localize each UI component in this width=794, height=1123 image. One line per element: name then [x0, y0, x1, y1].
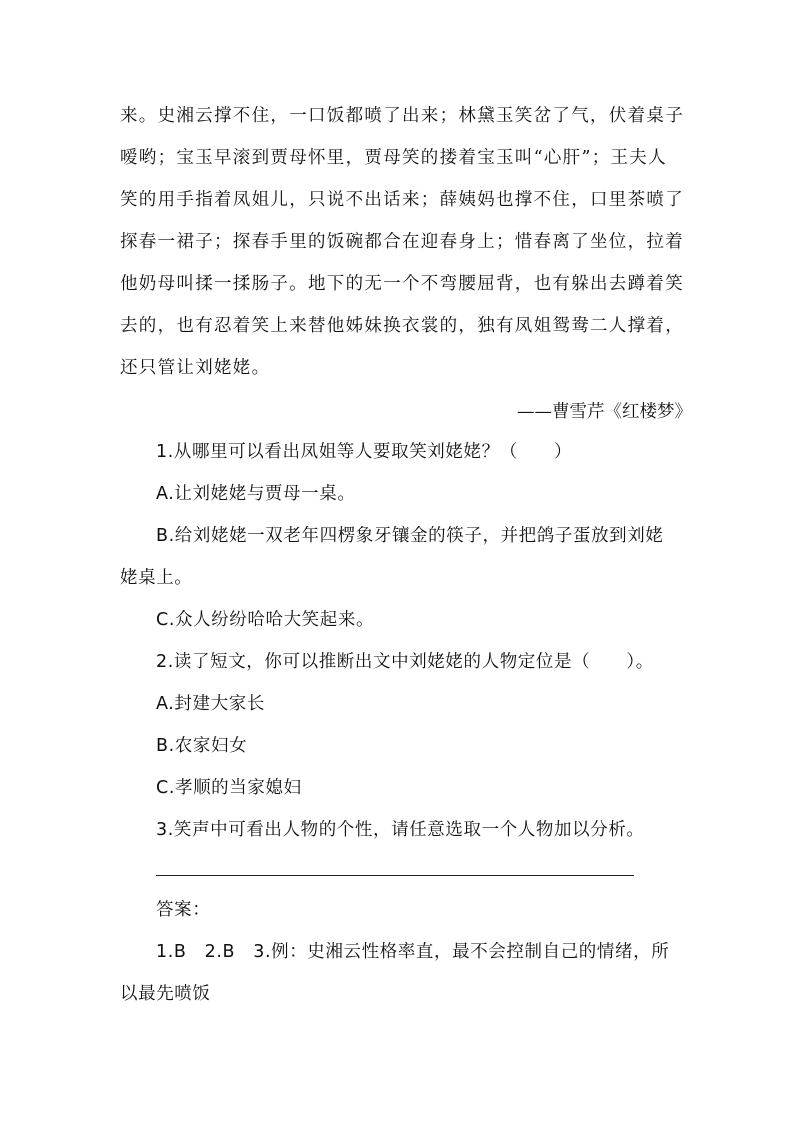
answer-heading: 答案：: [156, 900, 211, 920]
option-c: C.孝顺的当家媳妇: [156, 778, 302, 798]
option-b: B.农家妇女: [156, 736, 248, 756]
passage-line: 嗳哟；宝玉早滚到贾母怀里，贾母笑的搂着宝玉叫“心肝”；王夫人: [120, 148, 667, 168]
passage-source: ——曹雪芹《红楼梦》: [517, 402, 692, 422]
answer-line: [156, 875, 634, 876]
option-a: A.让刘姥姥与贾母一桌。: [156, 484, 356, 504]
option-a: A.封建大家长: [156, 694, 265, 714]
question-stem: 3.笑声中可看出人物的个性，请任意选取一个人物加以分析。: [156, 820, 645, 840]
passage-line: 笑的用手指着凤姐儿，只说不出话来；薛姨妈也撑不住，口里茶喷了: [120, 190, 684, 210]
option-b: B.给刘姥姥一双老年四楞象牙镶金的筷子，并把鸽子蛋放到刘姥: [156, 526, 664, 546]
question-stem: 2.读了短文，你可以推断出文中刘姥姥的人物定位是（ ）。: [156, 652, 654, 672]
passage-line: 去的，也有忍着笑上来替他姊妹换衣裳的，独有凤姐鸳鸯二人撑着，: [120, 316, 684, 336]
passage-line: 他奶母叫揉一揉肠子。地下的无一个不弯腰屈背，也有躲出去蹲着笑: [120, 274, 684, 294]
answer-line-1: 1.B 2.B 3.例：史湘云性格率直，最不会控制自己的情绪，所: [156, 942, 670, 962]
passage-line: 还只管让刘姥姥。: [120, 358, 271, 378]
option-c: C.众人纷纷哈哈大笑起来。: [156, 610, 375, 630]
passage-line: 探春一裙子；探春手里的饭碗都合在迎春身上；惜春离了坐位，拉着: [120, 232, 684, 252]
option-b-continued: 姥桌上。: [120, 568, 193, 588]
answer-line-2: 以最先喷饭: [120, 984, 211, 1004]
passage-line: 来。史湘云撑不住，一口饭都喷了出来；林黛玉笑岔了气，伏着桌子: [120, 106, 684, 126]
question-stem: 1.从哪里可以看出凤姐等人要取笑刘姥姥？（ ）: [156, 442, 573, 462]
